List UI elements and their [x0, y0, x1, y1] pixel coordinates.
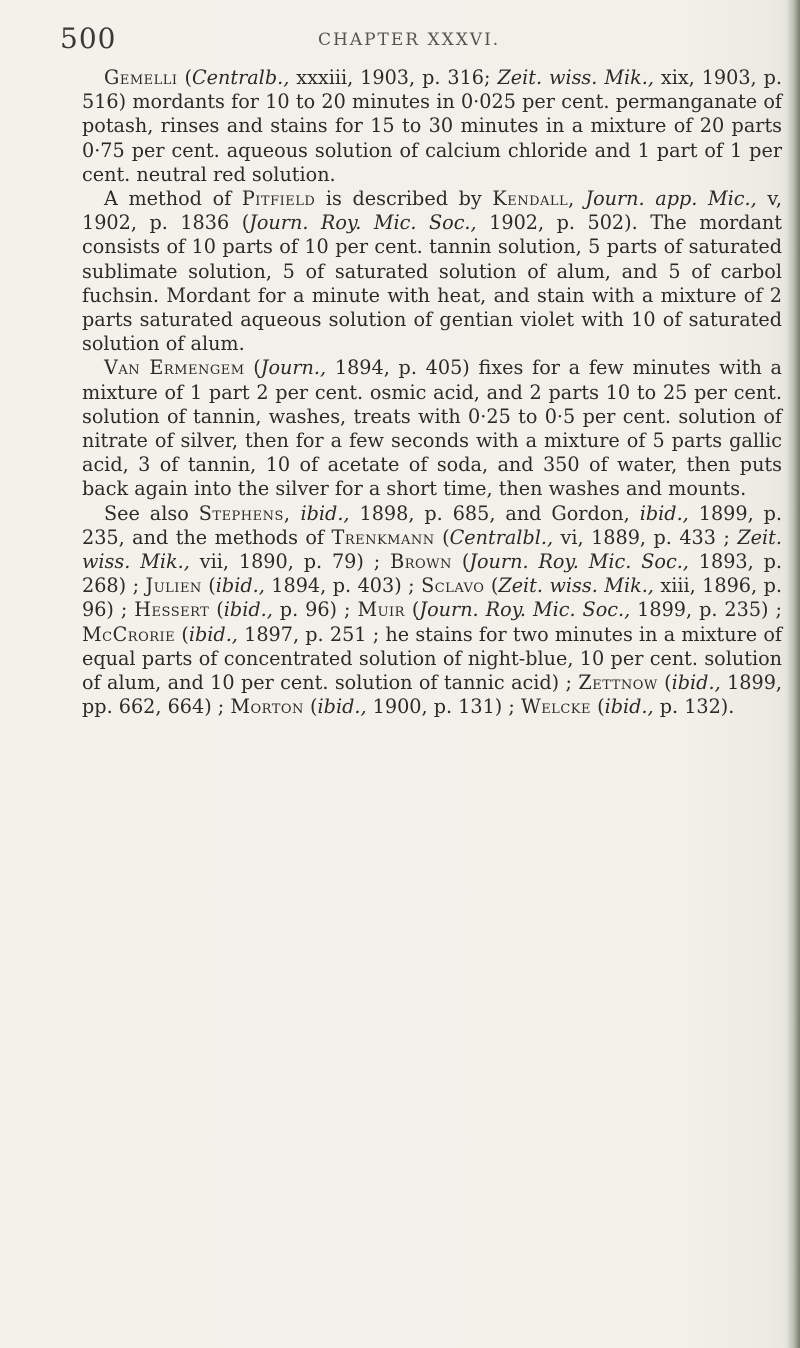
text-run: (	[484, 574, 499, 598]
author-name: Van Ermengem	[104, 356, 245, 380]
citation-title: Zeit. wiss. Mik.,	[498, 574, 654, 598]
citation-title: Journ. Roy. Mic. Soc.,	[249, 211, 477, 235]
citation-title: ibid.,	[604, 695, 654, 719]
author-name: Sclavo	[421, 574, 485, 598]
citation-title: ibid.,	[188, 622, 238, 646]
citation-title: Journ. Roy. Mic. Soc.,	[419, 598, 631, 622]
author-name: Hessert	[134, 598, 210, 622]
text-run: xxxiii, 1903, p. 316;	[289, 66, 498, 89]
text-run: (	[303, 695, 318, 719]
text-run: (	[244, 356, 261, 380]
author-name: Brown	[390, 550, 452, 574]
citation-title: Journ.,	[260, 356, 327, 380]
text-run: (	[175, 622, 189, 646]
text-run: 1897, p. 251 ; he stains for two minutes in a mixture of equal parts of concentrated solution of night-blue, 10 per cent. solution of alum, and 10 per cent. solution of tannic acid) ;	[82, 622, 783, 695]
running-head: CHAPTER XXXVI.	[318, 30, 501, 50]
citation-title: Centralb.,	[191, 66, 290, 89]
text-run: xiii, 1896, p. 96) ;	[82, 574, 782, 622]
citation-title: ibid.,	[639, 501, 689, 525]
text-run: (	[177, 66, 192, 89]
text-run: 1899, pp. 662, 664) ;	[82, 671, 782, 719]
author-name: Muir	[357, 598, 405, 622]
author-name: Trenkmann	[331, 525, 435, 549]
text-run: (	[590, 695, 605, 719]
citation-title: ibid.,	[223, 598, 273, 622]
citation-title: Zeit. wiss. Mik.,	[82, 525, 782, 574]
text-run: (	[451, 550, 470, 574]
text-run: vii, 1890, p. 79) ;	[189, 550, 391, 574]
text-run: 1902, p. 502). The mordant consists of 10 parts of 10 per cent. tannin solution, 5 parts of saturated sublimate solution, 5 of saturated solution of alum, and 5 of carbol fuchsin. Mordant for a minute with heat, and stain with a mixture of 2 parts saturated aqueous solution of gentian violet with 10 of saturated solution of alum.	[82, 211, 782, 356]
paragraph-pitfield	[82, 187, 782, 356]
paragraph-gemelli	[82, 66, 782, 187]
paragraph-see-also	[82, 502, 782, 720]
text-run: See also	[104, 501, 199, 525]
citation-title: Journ. app. Mic.,	[585, 187, 757, 211]
author-name: Julien	[145, 574, 202, 598]
text-run: 1894, p. 405) fixes for a few minutes with a mixture of 1 part 2 per cent. osmic acid, and 2 parts 10 to 25 per cent. solution of tannin, washes, treats with 0·25 to 0·5 per cent. solution of nitrate of silver, then for a few seconds with a mixture of 5 parts gallic acid, 3 of tannin, 10 of acetate of soda, and 350 of water, then puts back again into the silver for a short time, then washes and mounts.	[82, 356, 782, 501]
text-run: 1899, p. 235) ;	[630, 598, 782, 622]
paragraph-van-ermengem	[82, 356, 782, 501]
text-run: v, 1902, p. 1836 (	[82, 187, 783, 235]
citation-title: ibid.,	[300, 501, 350, 525]
citation-title: ibid.,	[317, 695, 367, 719]
author-name: Welcke	[520, 695, 591, 719]
citation-title: ibid.,	[671, 671, 721, 695]
text-run: 1900, p. 131) ;	[366, 695, 521, 719]
text-run: p. 132).	[653, 695, 735, 719]
text-run	[575, 187, 586, 210]
text-run: 1894, p. 403) ;	[264, 574, 422, 598]
text-run: A method of	[104, 187, 242, 211]
text-run: vi, 1889, p. 433 ;	[553, 525, 738, 549]
author-name: McCrorie	[82, 622, 176, 646]
author-name: Kendall,	[492, 187, 575, 211]
author-name: Gemelli	[104, 66, 178, 89]
text-run: 1898, p. 685, and Gordon,	[349, 501, 640, 525]
page-edge-shadow	[786, 0, 800, 1348]
text-run	[291, 502, 301, 525]
text-run: (	[657, 671, 672, 695]
citation-title: ibid.,	[215, 574, 265, 598]
text-run: (	[404, 598, 420, 622]
body-text	[82, 66, 782, 719]
citation-title: Centralbl.,	[449, 525, 554, 549]
text-run: 1899, p. 235, and the methods of	[82, 501, 783, 549]
citation-title: Journ. Roy. Mic. Soc.,	[469, 550, 689, 574]
text-run: p. 96) ;	[272, 598, 358, 622]
page-number: 500	[60, 22, 117, 55]
text-run: 1893, p. 268) ;	[82, 550, 782, 598]
citation-title: Zeit. wiss. Mik.,	[497, 66, 654, 89]
text-run: (	[201, 574, 216, 598]
author-name: Pitfield	[241, 187, 316, 211]
text-run: (	[434, 525, 450, 549]
text-run: xix, 1903, p. 516) mordants for 10 to 20 minutes in 0·025 per cent. permanganate of potash, rinses and stains for 15 to 30 minutes in a mixture of 20 parts 0·75 per cent. aqueous solution of calcium chloride and 1 part of 1 per cent. neutral red solution.	[82, 66, 782, 186]
text-run: is described by	[315, 187, 493, 211]
author-name: Morton	[230, 695, 304, 719]
text-run: (	[209, 598, 224, 622]
page-header	[0, 22, 800, 62]
author-name: Zettnow	[578, 671, 658, 695]
author-name: Stephens,	[198, 501, 291, 525]
